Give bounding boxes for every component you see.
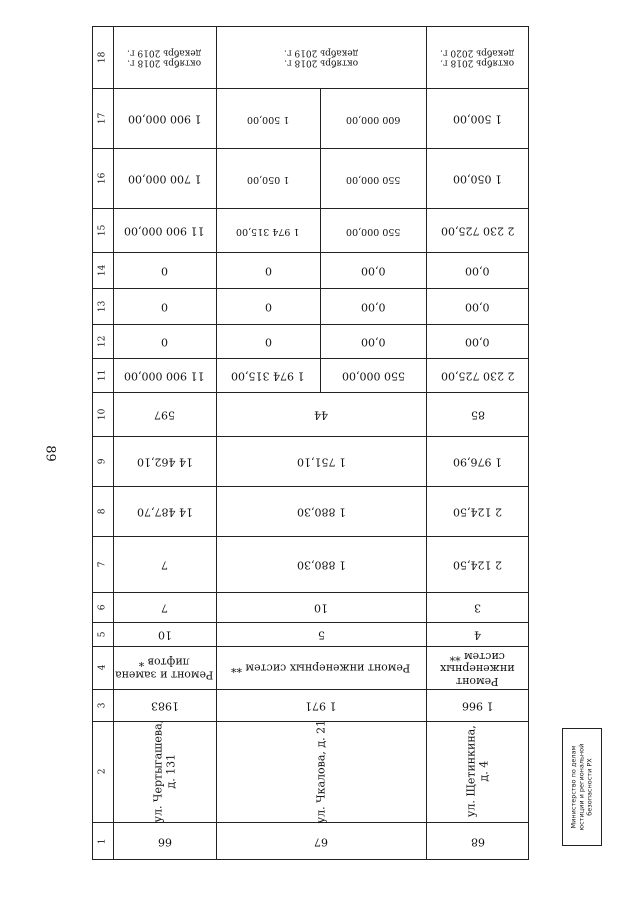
row-67-col8-text: 1 880,30 (296, 505, 346, 519)
row-67-col12a-text: 0 (264, 335, 272, 349)
row-68-col13 (426, 288, 529, 324)
row-67-col16a-text: 1 050,00 (246, 173, 290, 185)
row-68-col18 (426, 26, 529, 88)
row-67-col11b-text: 550 000,00 (341, 369, 405, 383)
row-67-work (216, 646, 426, 689)
row-68-col6-text: 3 (474, 601, 481, 615)
column-number-6-text: 6 (97, 604, 108, 610)
row-67-col15b-text: 550 000,00 (345, 225, 401, 237)
column-number-10 (92, 392, 113, 436)
row-66-col5-text: 10 (157, 628, 172, 642)
column-number-10-text: 10 (97, 408, 108, 420)
row-67-col11a (216, 358, 320, 392)
row-66-col9-text: 14 462,10 (136, 455, 193, 469)
column-number-4-text: 4 (97, 664, 108, 671)
row-68-col9 (426, 436, 529, 486)
row-66-work (113, 646, 216, 689)
column-number-2 (92, 721, 113, 822)
row-68-year-text: 1 966 (461, 699, 494, 713)
row-66-col8-text: 14 487,70 (136, 505, 193, 519)
row-67-col14b-text: 0,00 (360, 264, 386, 278)
row-66-col6-text: 7 (161, 601, 168, 615)
row-67-col17b-text: 600 000,00 (345, 113, 401, 125)
row-66-col14 (113, 252, 216, 288)
row-68-address (426, 721, 529, 822)
row-66-col8 (113, 486, 216, 536)
row-67-work-text: Ремонт инженерных систем ** (231, 661, 411, 675)
row-66-address (113, 721, 216, 822)
column-number-9 (92, 436, 113, 486)
row-67-col16a (216, 148, 320, 208)
row-68-address-text: ул. Щетинкина, д. 4 (464, 725, 491, 818)
row-66-year (113, 689, 216, 721)
column-number-18 (92, 26, 113, 88)
row-68-col15-text: 2 230 725,00 (440, 224, 515, 238)
data-table (92, 26, 529, 860)
row-68-work-text: Ремонт инженерных систем ** (440, 649, 515, 688)
row-68-col13-text: 0,00 (465, 300, 490, 314)
row-67-col10 (216, 392, 426, 436)
row-67-col15b (320, 208, 426, 252)
row-68-col10 (426, 392, 529, 436)
row-67-col13b-text: 0,00 (360, 300, 386, 314)
column-number-14-text: 14 (97, 264, 108, 276)
column-number-8-text: 8 (97, 508, 108, 514)
column-number-7-text: 7 (97, 561, 108, 567)
column-number-4 (92, 646, 113, 689)
row-67-col15a (216, 208, 320, 252)
row-67-address-text: ул. Чкалова, д. 21 (314, 719, 328, 824)
row-66-col11 (113, 358, 216, 392)
row-67-col17a (216, 88, 320, 148)
row-66-col11-text: 11 900 000,00 (124, 369, 205, 383)
row-67-col14a-text: 0 (264, 264, 272, 278)
row-67-number-text: 67 (314, 835, 328, 849)
row-67-col18 (216, 26, 426, 88)
row-66-col17 (113, 88, 216, 148)
row-66-col18-text: октябрь 2018 г. декабрь 2019 г. (127, 47, 202, 68)
column-number-13-text: 13 (97, 300, 108, 312)
column-number-8 (92, 486, 113, 536)
row-66-col16 (113, 148, 216, 208)
row-67-col10-text: 44 (314, 408, 328, 422)
column-number-15-text: 15 (97, 224, 108, 236)
row-68-col6 (426, 592, 529, 622)
row-67-col8 (216, 486, 426, 536)
column-number-14 (92, 252, 113, 288)
row-68-col11-text: 2 230 725,00 (440, 369, 515, 383)
row-67-col9-text: 1 751,10 (296, 455, 346, 469)
row-68-col8 (426, 486, 529, 536)
column-number-12 (92, 324, 113, 358)
column-number-5 (92, 622, 113, 646)
registration-stamp (562, 728, 602, 846)
row-68-col14 (426, 252, 529, 288)
row-67-year (216, 689, 426, 721)
column-number-15 (92, 208, 113, 252)
row-66-col13-text: 0 (161, 300, 168, 314)
row-67-col13a (216, 288, 320, 324)
row-66-number-text: 66 (157, 835, 172, 849)
row-66-col6 (113, 592, 216, 622)
row-66-col14-text: 0 (161, 264, 168, 278)
row-68-col8-text: 2 124,50 (453, 505, 502, 519)
column-number-5-text: 5 (97, 631, 108, 637)
row-66-col10-text: 597 (154, 408, 175, 422)
row-67-col5-text: 5 (317, 628, 325, 642)
column-number-13 (92, 288, 113, 324)
row-67-year-text: 1 971 (305, 699, 337, 713)
row-68-col9-text: 1 976,90 (453, 455, 502, 469)
row-68-col15 (426, 208, 529, 252)
row-66-col12 (113, 324, 216, 358)
column-number-1 (92, 822, 113, 860)
row-66-col7 (113, 536, 216, 592)
row-68-col16 (426, 148, 529, 208)
row-66-col18 (113, 26, 216, 88)
row-66-col15 (113, 208, 216, 252)
row-67-col11b (320, 358, 426, 392)
row-66-col13 (113, 288, 216, 324)
row-66-work-text: Ремонт и замена лифтов * (115, 655, 214, 682)
row-66-address-text: ул. Чертыгашева, д. 131 (151, 720, 178, 823)
column-number-2-text: 2 (97, 768, 108, 775)
row-68-col11 (426, 358, 529, 392)
row-68-work (426, 646, 529, 689)
column-number-12-text: 12 (97, 335, 108, 347)
row-68-col12 (426, 324, 529, 358)
row-67-col17a-text: 1 500,00 (246, 113, 290, 125)
row-67-col12b-text: 0,00 (360, 335, 386, 349)
row-68-col5 (426, 622, 529, 646)
row-66-col10 (113, 392, 216, 436)
column-number-11 (92, 358, 113, 392)
row-68-col17-text: 1 500,00 (453, 112, 502, 126)
row-68-col7-text: 2 124,50 (453, 558, 502, 572)
column-number-17-text: 17 (97, 112, 108, 124)
row-66-col7-text: 7 (161, 558, 168, 572)
row-67-address (216, 721, 426, 822)
row-68-col17 (426, 88, 529, 148)
row-67-col16b-text: 550 000,00 (345, 173, 401, 185)
row-67-col18-text: октябрь 2018 г. декабрь 2019 г. (283, 47, 359, 68)
row-67-col5 (216, 622, 426, 646)
row-68-number (426, 822, 529, 860)
column-number-16 (92, 148, 113, 208)
column-number-7 (92, 536, 113, 592)
row-67-col9 (216, 436, 426, 486)
row-67-col13a-text: 0 (264, 300, 272, 314)
row-66-col16-text: 1 700 000,00 (127, 172, 202, 186)
row-68-col5-text: 4 (474, 628, 481, 642)
row-67-col17b (320, 88, 426, 148)
column-number-18-text: 18 (97, 51, 108, 63)
row-67-col7 (216, 536, 426, 592)
row-67-col16b (320, 148, 426, 208)
row-67-col13b (320, 288, 426, 324)
column-number-17 (92, 88, 113, 148)
row-66-col5 (113, 622, 216, 646)
row-67-col7-text: 1 880,30 (296, 558, 346, 572)
column-number-9-text: 9 (97, 458, 108, 464)
column-number-11-text: 11 (97, 369, 108, 381)
row-67-col6 (216, 592, 426, 622)
row-68-year (426, 689, 529, 721)
row-68-col12-text: 0,00 (465, 335, 490, 349)
row-68-col18-text: октябрь 2018 г. декабрь 2020 г. (440, 47, 515, 68)
row-66-col9 (113, 436, 216, 486)
row-67-col11a-text: 1 974 315,00 (231, 369, 305, 383)
column-number-3 (92, 689, 113, 721)
row-68-col16-text: 1 050,00 (453, 172, 502, 186)
row-66-col15-text: 11 900 000,00 (124, 224, 205, 238)
page-number: 89 (42, 445, 58, 462)
row-68-number-text: 68 (470, 835, 485, 849)
row-66-number (113, 822, 216, 860)
stamp-text: Министерство по делам юстиции и региональной безопасности РХ (569, 743, 593, 831)
row-66-col12-text: 0 (161, 335, 168, 349)
row-68-col10-text: 85 (470, 408, 485, 422)
column-number-3-text: 3 (97, 702, 108, 708)
row-66-col17-text: 1 900 000,00 (127, 112, 202, 126)
row-66-year-text: 1983 (150, 699, 179, 713)
row-67-col14a (216, 252, 320, 288)
row-67-col15a-text: 1 974 315,00 (236, 225, 300, 237)
row-67-col12b (320, 324, 426, 358)
column-number-6 (92, 592, 113, 622)
row-68-col14-text: 0,00 (465, 264, 490, 278)
column-number-1-text: 1 (97, 838, 108, 844)
row-68-col7 (426, 536, 529, 592)
column-number-16-text: 16 (97, 172, 108, 184)
row-67-col14b (320, 252, 426, 288)
row-67-col6-text: 10 (314, 601, 328, 615)
row-67-col12a (216, 324, 320, 358)
